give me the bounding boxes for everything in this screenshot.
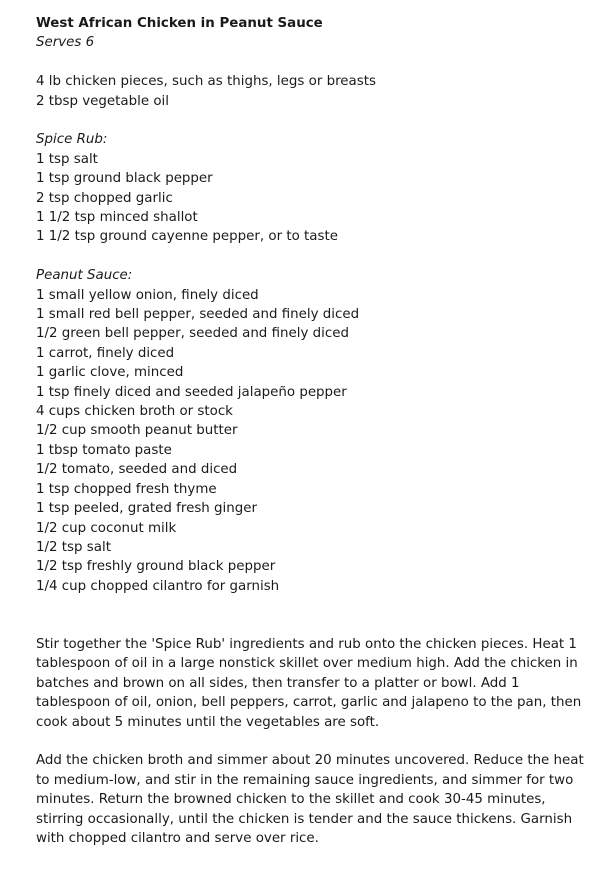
spice-rub-list	[36, 150, 602, 247]
ingredient-item: 1 garlic clove, minced	[36, 365, 184, 381]
spacer	[36, 247, 602, 266]
ingredient-item: 1/4 cup chopped cilantro for garnish	[36, 578, 280, 594]
instructions-paragraph: Stir together the 'Spice Rub' ingredients and rub onto the chicken pieces. Heat 1 tablespoon of oil in a large nonstick skillet over medium high. Add the chicken in batches and brown on all sides, then transfer to a platter or bowl. Add 1 tablespoon of oil, onion, bell peppers, carrot, garlic and jalapeno to the pan, then cook about 5 minutes until the vegetables are soft.	[36, 636, 582, 730]
ingredient-item: 1/2 tsp freshly ground black pepper	[36, 559, 276, 575]
ingredient-item: 1 tsp finely diced and seeded jalapeño pepper	[36, 384, 347, 400]
ingredient-item: 1/2 cup smooth peanut butter	[36, 423, 238, 439]
peanut-sauce-list	[36, 286, 602, 597]
ingredient-item: 1 tsp ground black pepper	[36, 171, 213, 187]
spacer	[36, 732, 602, 751]
ingredient-item: 1/2 green bell pepper, seeded and finely diced	[36, 326, 349, 342]
ingredient-item: 2 tsp chopped garlic	[36, 190, 173, 206]
ingredient-item: 1 small yellow onion, finely diced	[36, 287, 259, 303]
peanut-sauce-heading: Peanut Sauce:	[36, 268, 133, 284]
ingredient-item: 1 1/2 tsp ground cayenne pepper, or to taste	[36, 229, 338, 245]
ingredient-item: 1 carrot, finely diced	[36, 345, 175, 361]
spacer	[36, 596, 602, 635]
ingredient-item: 1 tsp chopped fresh thyme	[36, 481, 217, 497]
recipe-title: West African Chicken in Peanut Sauce	[36, 16, 323, 31]
spacer	[36, 111, 602, 130]
ingredient-item: 1 tsp peeled, grated fresh ginger	[36, 501, 257, 517]
main-ingredients-list	[36, 72, 602, 111]
instructions-paragraph: Add the chicken broth and simmer about 20 minutes uncovered. Reduce the heat to medium-low, and stir in the remaining sauce ingredients, and simmer for two minutes. Return the browned chicken to the skillet and cook 30-45 minutes, stirring occasionally, until the chicken is tender and the sauce thickens. Garnish with chopped cilantro and serve over rice.	[36, 753, 584, 846]
ingredient-item: 1/2 tsp salt	[36, 539, 111, 555]
ingredient-item: 1 tbsp tomato paste	[36, 442, 172, 458]
ingredient-item: 1 1/2 tsp minced shallot	[36, 210, 198, 226]
spacer	[36, 53, 602, 72]
ingredient-item: 1/2 tomato, seeded and diced	[36, 462, 238, 478]
ingredient-item: 1 small red bell pepper, seeded and finely diced	[36, 307, 360, 323]
spice-rub-heading: Spice Rub:	[36, 132, 108, 148]
ingredient-item: 1/2 cup coconut milk	[36, 520, 177, 536]
ingredient-item: 2 tbsp vegetable oil	[36, 93, 169, 109]
ingredient-item: 4 lb chicken pieces, such as thighs, legs or breasts	[36, 74, 376, 90]
recipe-serves: Serves 6	[36, 35, 95, 51]
ingredient-item: 4 cups chicken broth or stock	[36, 404, 233, 420]
ingredient-item: 1 tsp salt	[36, 151, 98, 167]
